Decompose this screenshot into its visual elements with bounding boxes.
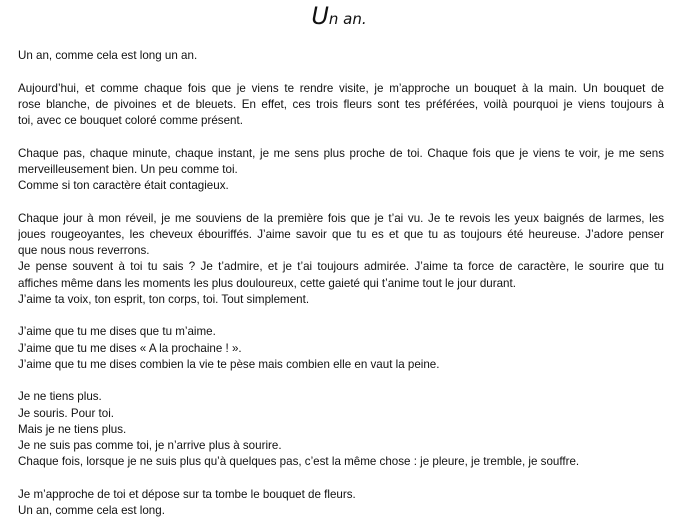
- text-line: Chaque fois, lorsque je ne suis plus qu’à quelques pas, c’est la même chose : je pleure, je tremble, je souffre.: [18, 455, 580, 469]
- text-line: J’aime que tu me dises combien la vie te pèse mais combien elle en vaut la peine.: [18, 357, 440, 371]
- paragraph-gap: [18, 194, 664, 210]
- text-line: Je ne tiens plus.: [18, 390, 102, 404]
- document-body[interactable]: [18, 48, 664, 519]
- text-line: que nous nous reverrons.: [18, 244, 150, 257]
- text-line: Comme si ton caractère était contagieux.: [18, 179, 229, 192]
- text-line: J’aime ta voix, ton esprit, ton corps, toi. Tout simplement.: [18, 292, 310, 306]
- paragraph: [18, 81, 664, 130]
- text-line: Je souris. Pour toi.: [18, 406, 115, 420]
- text-line: Je pense souvent à toi tu sais ? Je t’admire, et je t’ai toujours admirée. J’aime ta force de caractère, le sourire que tu: [18, 260, 664, 274]
- text-line: toi, avec ce bouquet coloré comme présent.: [18, 114, 243, 127]
- text-line: J’aime que tu me dises « A la prochaine ! ».: [18, 341, 242, 355]
- text-line: J’aime que tu me dises que tu m’aime.: [18, 325, 216, 339]
- text-line: Chaque jour à mon réveil, je me souviens de la première fois que je t’ai vu. Je te revois les yeux baignés de larmes, les: [18, 211, 664, 225]
- paragraph-gap: [18, 471, 664, 487]
- text-line: Je m’approche de toi et dépose sur ta tombe le bouquet de fleurs.: [18, 487, 356, 501]
- text-line: joues rougeoyantes, les cheveux ébouriffés. J’aime savoir que tu es et que tu as toujours été heureuse. J’adore penser: [18, 227, 664, 241]
- paragraph: [18, 389, 664, 470]
- text-line: affiches même dans les moments les plus douloureux, cette gaieté qui t’anime tout le jour durant.: [18, 276, 516, 290]
- text-line: merveilleusement bien. Un peu comme toi.: [18, 162, 238, 176]
- paragraph: [18, 211, 664, 309]
- document-title: [0, 2, 678, 30]
- paragraph: [18, 487, 664, 520]
- text-line: rose blanche, de pivoines et de bleuets. En effet, ces trois fleurs sont tes préférées, voilà pourquoi je viens toujours à: [18, 97, 664, 111]
- text-line: Un an, comme cela est long un an.: [18, 49, 198, 62]
- paragraph: [18, 48, 664, 64]
- title-rest: n an.: [328, 10, 367, 28]
- paragraph-gap: [18, 129, 664, 145]
- paragraph: [18, 146, 664, 195]
- paragraph-gap: [18, 373, 664, 389]
- text-line: Mais je ne tiens plus.: [18, 422, 127, 436]
- paragraph: [18, 324, 664, 373]
- text-line: Je ne suis pas comme toi, je n’arrive plus à sourire.: [18, 439, 282, 452]
- text-line: Un an, comme cela est long.: [18, 504, 165, 517]
- title-initial: U: [311, 2, 329, 30]
- text-line: Aujourd’hui, et comme chaque fois que je viens te rendre visite, je m’approche un bouquet à la main. Un bouquet de: [18, 81, 664, 95]
- paragraph-gap: [18, 64, 664, 80]
- paragraph-gap: [18, 308, 664, 324]
- text-line: Chaque pas, chaque minute, chaque instant, je me sens plus proche de toi. Chaque fois que je viens te voir, je me sens: [18, 146, 664, 160]
